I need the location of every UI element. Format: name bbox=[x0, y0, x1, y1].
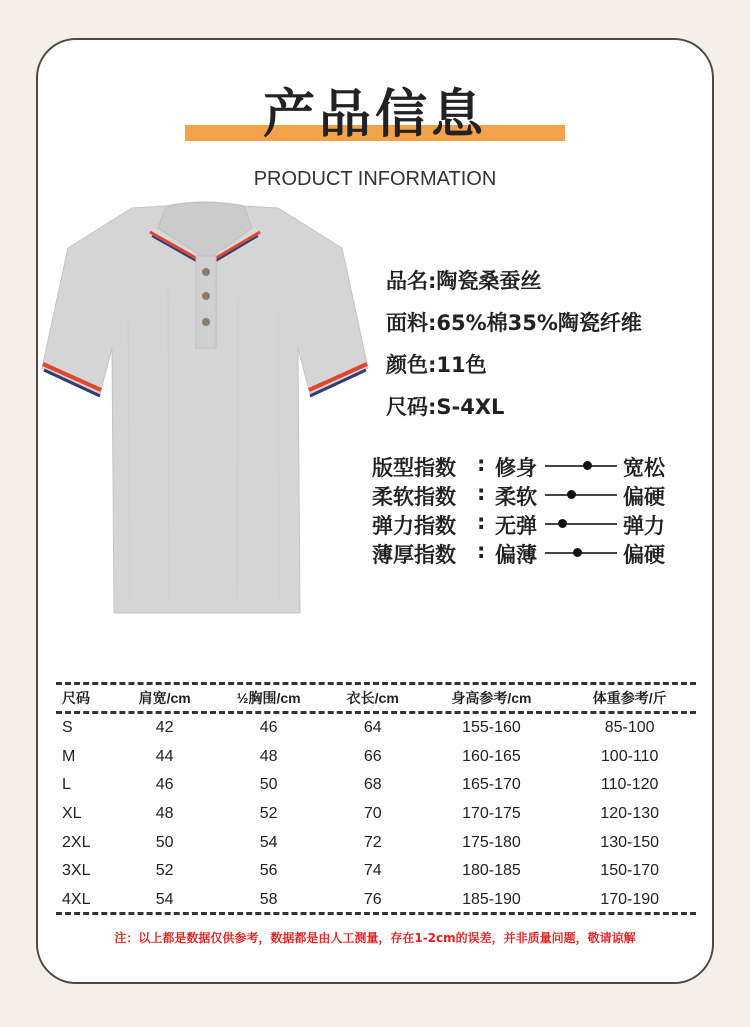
table-header-cell: 身高参考/cm bbox=[451, 690, 532, 706]
index-track bbox=[545, 494, 617, 496]
index-dot bbox=[573, 548, 582, 557]
table-cell: 76 bbox=[363, 890, 382, 908]
product-fabric-label: 面料 : bbox=[386, 311, 436, 335]
index-dot bbox=[567, 490, 576, 499]
table-cell: 52 bbox=[155, 862, 174, 880]
table-cell: 180-185 bbox=[462, 862, 521, 880]
table-header-cell: 体重参考/斤 bbox=[592, 690, 667, 706]
index-row: 柔软指数 : 柔软 偏硬 bbox=[372, 481, 665, 509]
index-dot bbox=[583, 461, 592, 470]
table-row bbox=[56, 828, 696, 857]
table-cell: 50 bbox=[259, 776, 278, 794]
index-track bbox=[545, 552, 617, 554]
table-cell: 120-130 bbox=[600, 805, 660, 823]
table-cell: 48 bbox=[259, 747, 278, 765]
table-header-cell: ½胸围/cm bbox=[236, 690, 301, 706]
index-left: 偏薄 bbox=[495, 543, 537, 567]
table-row bbox=[56, 714, 696, 743]
table-cell: 46 bbox=[259, 719, 278, 737]
product-fabric-value: 65%棉35%陶瓷纤维 bbox=[436, 311, 642, 335]
table-cell: 160-165 bbox=[462, 747, 521, 765]
table-row bbox=[56, 886, 696, 915]
table-cell: 2XL bbox=[62, 833, 91, 851]
table-cell: 100-110 bbox=[600, 747, 659, 765]
index-left: 柔软 bbox=[495, 485, 537, 509]
product-color-label: 颜色 : bbox=[386, 353, 436, 377]
table-row bbox=[56, 743, 696, 772]
table-top-divider bbox=[56, 682, 696, 685]
product-size-value: S-4XL bbox=[436, 395, 505, 419]
table-cell: 150-170 bbox=[600, 862, 660, 880]
product-size-label: 尺码 : bbox=[386, 395, 436, 419]
table-cell: 170-175 bbox=[462, 805, 521, 823]
index-label: 版型指数 bbox=[372, 456, 456, 480]
table-cell: 170-190 bbox=[600, 890, 660, 908]
index-right: 弹力 bbox=[623, 514, 665, 538]
table-bottom-divider bbox=[56, 912, 696, 915]
table-cell: 185-190 bbox=[462, 890, 521, 908]
table-row bbox=[56, 857, 696, 886]
measurement-note: 注：以上都是数据仅供参考，数据都是由人工测量，存在1-2cm的误差，并非质量问题，敬请谅解 bbox=[114, 931, 636, 945]
product-color-line bbox=[386, 350, 706, 392]
table-cell: 70 bbox=[363, 805, 382, 823]
index-left: 修身 bbox=[495, 456, 537, 480]
table-cell: 155-160 bbox=[462, 719, 521, 737]
product-name-label: 品名 : bbox=[386, 269, 436, 293]
index-row: 薄厚指数 : 偏薄 偏硬 bbox=[372, 539, 665, 567]
table-cell: 46 bbox=[155, 776, 174, 794]
table-cell: 64 bbox=[363, 719, 382, 737]
product-color-value: 11色 bbox=[436, 353, 487, 377]
table-cell: 175-180 bbox=[462, 833, 521, 851]
index-left: 无弹 bbox=[495, 514, 537, 538]
table-cell: 54 bbox=[259, 833, 278, 851]
table-cell: M bbox=[62, 747, 76, 765]
table-cell: 50 bbox=[155, 833, 174, 851]
product-fabric-line bbox=[386, 308, 706, 350]
table-cell: 52 bbox=[259, 805, 278, 823]
table-cell: 44 bbox=[155, 747, 174, 765]
table-cell: 72 bbox=[363, 833, 382, 851]
table-cell: 85-100 bbox=[604, 719, 655, 737]
index-right: 偏硬 bbox=[623, 485, 665, 509]
table-cell: 42 bbox=[155, 719, 174, 737]
table-cell: 54 bbox=[155, 890, 174, 908]
index-row: 版型指数 : 修身 宽松 bbox=[372, 452, 665, 480]
index-right: 宽松 bbox=[623, 456, 665, 480]
table-cell: 4XL bbox=[62, 890, 91, 908]
product-name-line bbox=[386, 266, 706, 308]
table-cell: 48 bbox=[155, 805, 174, 823]
table-cell: XL bbox=[62, 805, 82, 823]
shirt-button bbox=[202, 268, 210, 276]
table-cell: S bbox=[62, 719, 73, 737]
table-header-row bbox=[56, 686, 696, 710]
index-track bbox=[545, 523, 617, 525]
index-row: 弹力指数 : 无弹 弹力 bbox=[372, 510, 665, 538]
table-row bbox=[56, 771, 696, 800]
index-track bbox=[545, 465, 617, 467]
table-row bbox=[56, 800, 696, 829]
shirt-button bbox=[202, 318, 210, 326]
page-title: 产品信息 bbox=[262, 85, 487, 145]
shirt-button bbox=[202, 292, 210, 300]
size-table bbox=[56, 686, 696, 914]
index-right: 偏硬 bbox=[623, 543, 665, 567]
table-cell: 130-150 bbox=[600, 833, 660, 851]
index-label: 柔软指数 bbox=[372, 485, 456, 509]
table-cell: 56 bbox=[259, 862, 278, 880]
polo-shirt-image bbox=[38, 198, 370, 620]
index-label: 弹力指数 bbox=[372, 514, 456, 538]
index-dot bbox=[558, 519, 567, 528]
table-cell: 74 bbox=[363, 862, 382, 880]
table-cell: 110-120 bbox=[600, 776, 659, 794]
table-cell: L bbox=[62, 776, 71, 794]
product-info bbox=[386, 266, 706, 434]
page-subtitle: PRODUCT INFORMATION bbox=[253, 168, 497, 190]
table-header-cell: 肩宽/cm bbox=[138, 690, 191, 706]
fit-indexes bbox=[372, 452, 682, 568]
product-name-value: 陶瓷桑蚕丝 bbox=[436, 269, 542, 293]
table-cell: 66 bbox=[363, 747, 382, 765]
table-header-cell: 尺码 bbox=[62, 690, 90, 706]
table-cell: 3XL bbox=[62, 862, 91, 880]
product-size-line bbox=[386, 392, 706, 434]
index-label: 薄厚指数 bbox=[372, 543, 456, 567]
table-cell: 165-170 bbox=[462, 776, 521, 794]
table-header-cell: 衣长/cm bbox=[346, 690, 399, 706]
table-cell: 58 bbox=[259, 890, 278, 908]
table-cell: 68 bbox=[363, 776, 382, 794]
